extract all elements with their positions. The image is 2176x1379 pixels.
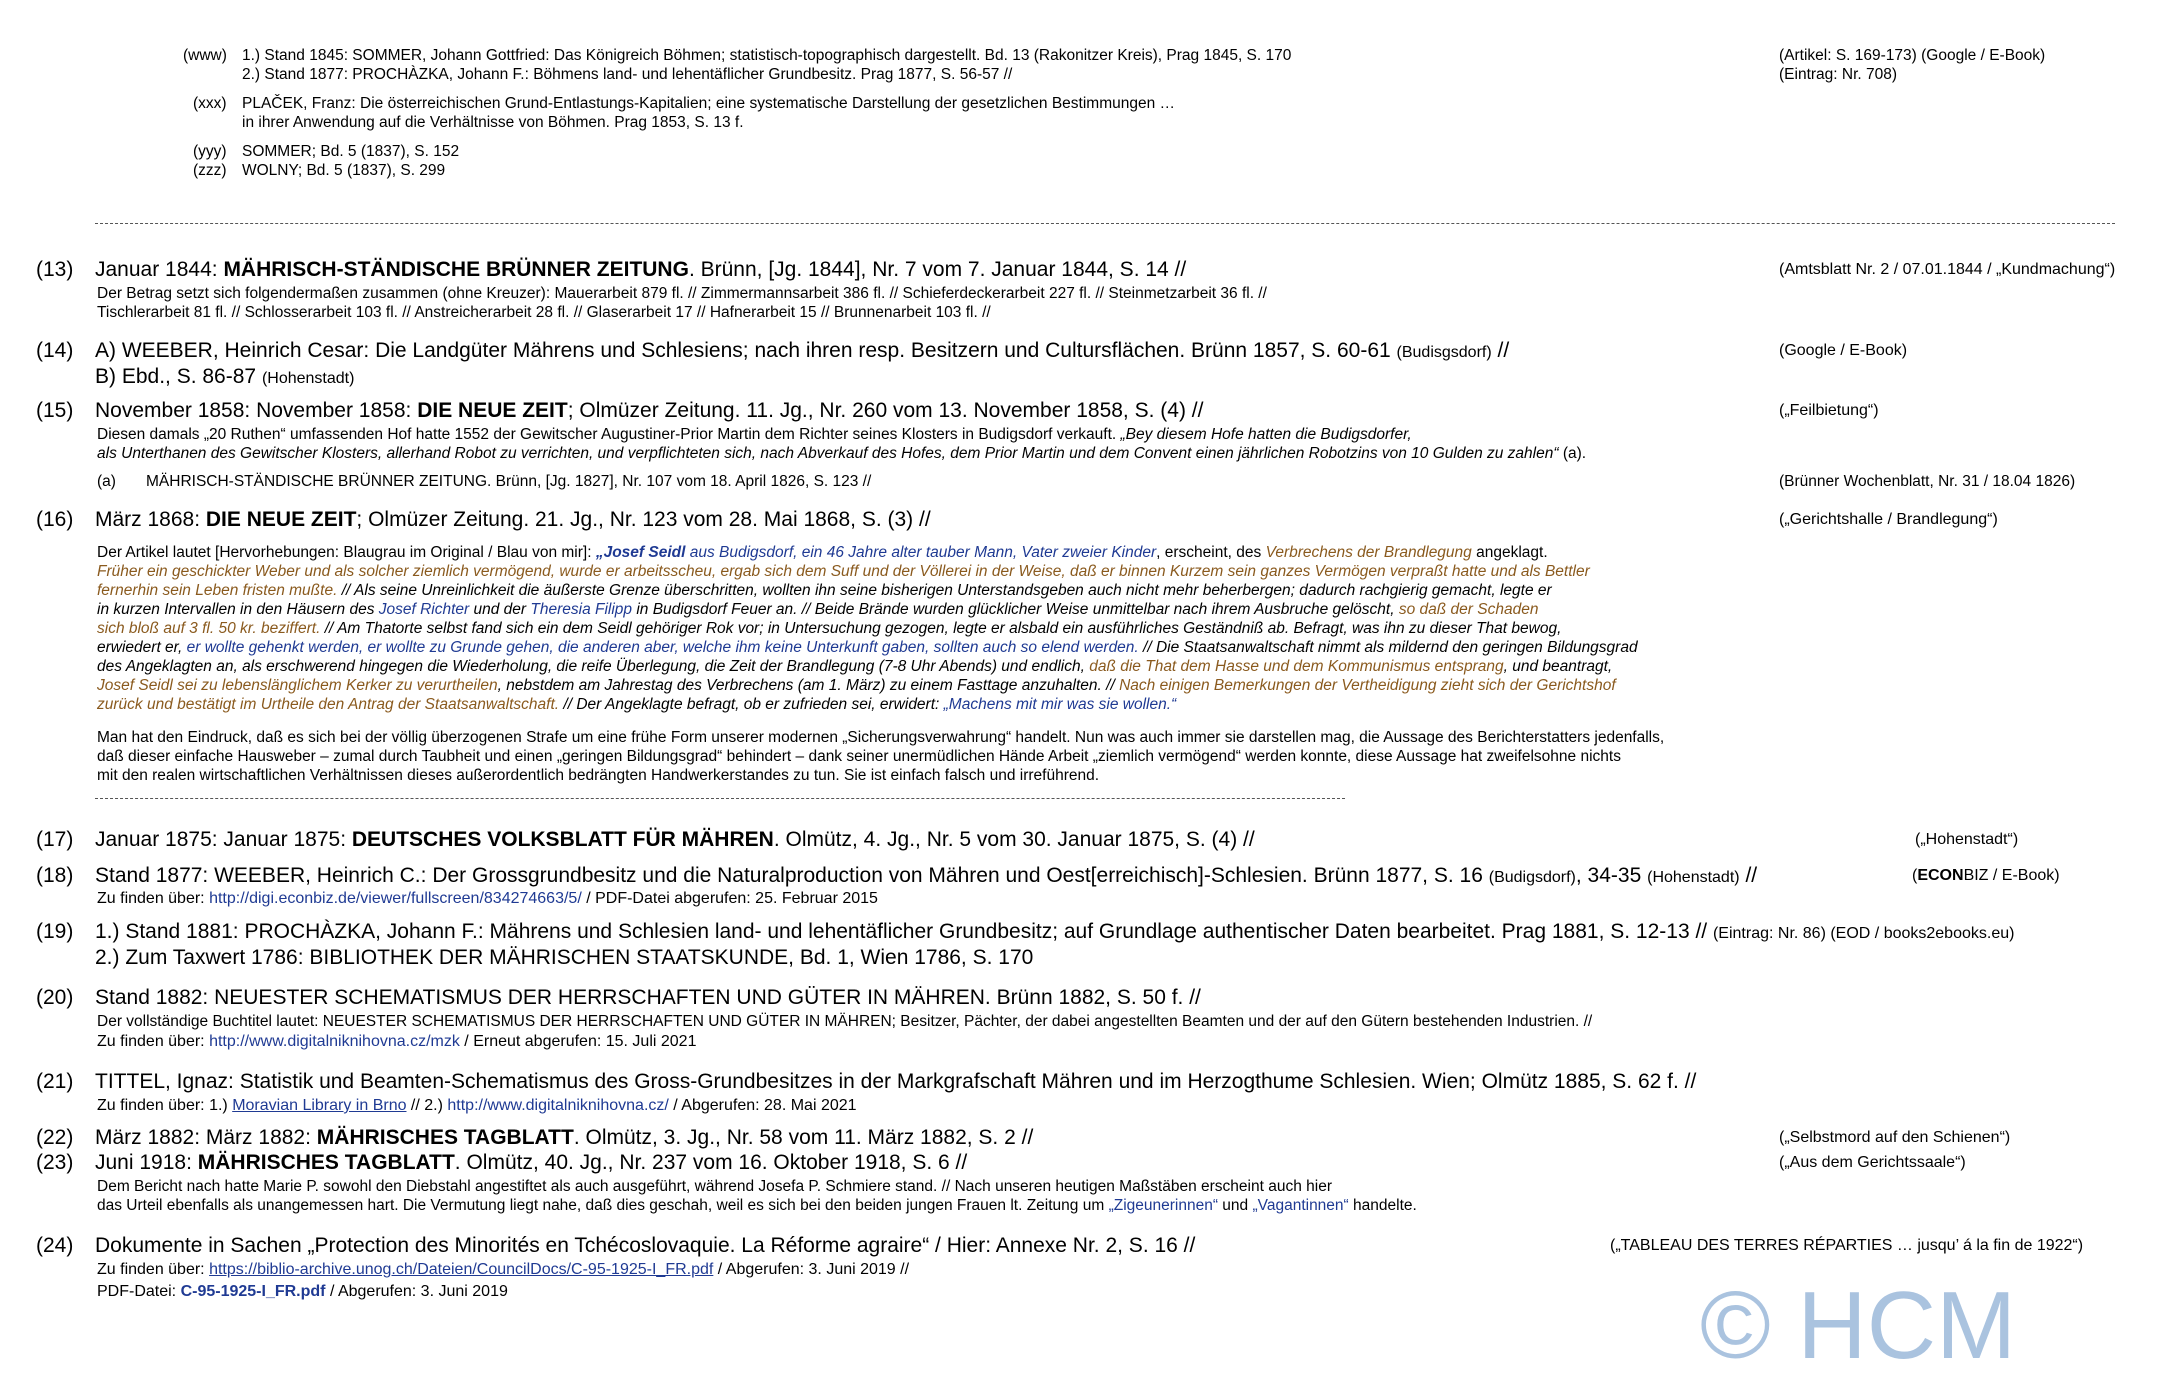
entry-23-right: („Aus dem Gerichtssaale“)	[1779, 1154, 1966, 1171]
note-www-line1: 1.) Stand 1845: SOMMER, Johann Gottfried: Das Königreich Böhmen; statistisch-topographisch dargestellt. Bd. 13 (Rakonitzer Kreis), Prag 1845, S. 170	[242, 47, 1292, 64]
note-zzz-line1: WOLNY; Bd. 5 (1837), S. 299	[242, 162, 446, 179]
note-www-line2: 2.) Stand 1877: PROCHÀZKA, Johann F.: Böhmens land- und lehentäflicher Grundbesitz. Prag 1877, S. 56-57 //	[242, 66, 1013, 83]
entry-21-line1: TITTEL, Ignaz: Statistik und Beamten-Schematismus des Gross-Grundbesitzes in der Markgrafschaft Mähren und im Herzogthume Schlesien. Wien; Olmütz 1885, S. 62 f. //	[95, 1070, 1697, 1093]
entry-20-sub: Der vollständige Buchtitel lautet: NEUESTER SCHEMATISMUS DER HERRSCHAFTEN UND GÜTER IN MÄHREN; Besitzer, Pächter, der dabei angestellten Beamten und der auf den Gütern bestehenden Industrien. //	[97, 1013, 1593, 1030]
note-xxx-line1: PLAČEK, Franz: Die österreichischen Grund-Entlastungs-Kapitalien; eine systematische Darstellung der gesetzlichen Bestimmungen …	[242, 95, 1176, 112]
entry-16-quote-line6: erwiedert er, er wollte gehenkt werden, er wollte zu Grunde gehen, die anderen aber, welche ihm keine Unterkunft gaben, sollten auch so elend werden. // Die Staatsanwaltschaft nimmt als mildernd den geringen Bildungsgrad	[97, 639, 1638, 656]
pdf-file-link[interactable]: C-95-1925-I_FR.pdf	[180, 1283, 326, 1300]
entry-15-footnote: MÄHRISCH-STÄNDISCHE BRÜNNER ZEITUNG. Brünn, [Jg. 1827], Nr. 107 vom 18. April 1826, S. 123 //	[146, 473, 872, 490]
entry-16-number: (16)	[36, 508, 74, 531]
entry-15-right: („Feilbietung“)	[1779, 402, 1879, 419]
entry-24-number: (24)	[36, 1234, 74, 1257]
entry-24-line1: Dokumente in Sachen „Protection des Minorités en Tchécoslovaquie. La Réforme agraire“ / Hier: Annexe Nr. 2, S. 16 //	[95, 1234, 1196, 1257]
note-key-zzz: (zzz)	[193, 162, 227, 179]
entry-16-quote-line3: fernerhin sein Leben fristen mußte. // Als seine Unreinlichkeit die äußerste Grenze überschritten, wollten ihn seine bisherigen Unterstandsgeben auch nicht mehr beherbergen; dadurch rachgierig gemacht, legte er	[97, 582, 1552, 599]
entry-16-comment-line1: Man hat den Eindruck, daß es sich bei der völlig überzogenen Strafe um eine frühe Form unserer modernen „Sicherungsverwahrung“ handelt. Nun was auch immer sie darstellen mag, die Aussage des Berichterstatters jedenfalls,	[97, 729, 1665, 746]
copyright-watermark: © HCM	[1700, 1272, 2017, 1379]
entry-16-quote-line5: sich bloß auf 3 fl. 50 kr. beziffert. // Am Thatorte selbst fand sich ein dem Seidl gehöriger Rok vor; in Untersuchung gezogen, legte er alsbald ein ausführliches Geständniß ab. Befragt, was ihn zu dieser That bewog,	[97, 620, 1562, 637]
entry-23-number: (23)	[36, 1151, 74, 1174]
entry-22-number: (22)	[36, 1126, 74, 1149]
entry-16-quote-line4: in kurzen Intervallen in den Häusern des Josef Richter und der Theresia Filipp in Budigsdorf Feuer an. // Beide Brände wurden glücklicher Weise unmittelbar nach ihrem Ausbruche gelöscht, so daß der Schaden	[97, 601, 1539, 618]
entry-15-footnote-right: (Brünner Wochenblatt, Nr. 31 / 18.04 1826)	[1779, 473, 2076, 490]
entry-16-quote-line1: Der Artikel lautet [Hervorhebungen: Blaugrau im Original / Blau von mir]: „Josef Seidl aus Budigsdorf, ein 46 Jahre alter tauber Mann, Vater zweier Kinder, erscheint, des Verbrechens der Brandlegung angeklagt.	[97, 544, 1548, 561]
entry-23-sub1: Dem Bericht nach hatte Marie P. sowohl den Diebstahl angestiftet als auch ausgeführt, während Josefa P. Schmiere stand. // Nach unseren heutigen Maßstäben erscheint auch hier	[97, 1178, 1332, 1195]
entry-20-number: (20)	[36, 986, 74, 1009]
entry-17-citation: Januar 1875: Januar 1875: DEUTSCHES VOLKSBLATT FÜR MÄHREN. Olmütz, 4. Jg., Nr. 5 vom 30. Januar 1875, S. (4) //	[95, 828, 1255, 851]
entry-18-right: (ECONBIZ / E-Book)	[1912, 867, 2060, 884]
entry-15-number: (15)	[36, 399, 74, 422]
mzk-link[interactable]: http://www.digitalniknihovna.cz/mzk	[209, 1033, 460, 1050]
entry-14-line2: B) Ebd., S. 86-87 (Hohenstadt)	[95, 365, 355, 388]
note-www-right1: (Artikel: S. 169-173) (Google / E-Book)	[1779, 47, 2046, 64]
separator-top	[95, 223, 2115, 224]
entry-23-citation: Juni 1918: MÄHRISCHES TAGBLATT. Olmütz, 40. Jg., Nr. 237 vom 16. Oktober 1918, S. 6 //	[95, 1151, 968, 1174]
note-key-www: (www)	[183, 47, 227, 64]
entry-24-line2: Zu finden über: https://biblio-archive.unog.ch/Dateien/CouncilDocs/C-95-1925-I_FR.pdf / Abgerufen: 3. Juni 2019 //	[97, 1261, 910, 1278]
entry-14-right: (Google / E-Book)	[1779, 342, 1908, 359]
note-xxx-line2: in ihrer Anwendung auf die Verhältnisse von Böhmen. Prag 1853, S. 13 f.	[242, 114, 744, 131]
note-key-yyy: (yyy)	[193, 143, 227, 160]
entry-22-citation: März 1882: März 1882: MÄHRISCHES TAGBLATT. Olmütz, 3. Jg., Nr. 58 vom 11. März 1882, S. 2 //	[95, 1126, 1034, 1149]
entry-18-number: (18)	[36, 864, 74, 887]
entry-19-number: (19)	[36, 920, 74, 943]
entry-24-line3: PDF-Datei: C-95-1925-I_FR.pdf / Abgerufen: 3. Juni 2019	[97, 1283, 508, 1300]
entry-15-sub1: Diesen damals „20 Ruthen“ umfassenden Hof hatte 1552 der Gewitscher Augustiner-Prior Martin dem Richter seines Klosters in Budigsdorf verkauft. „Bey diesem Hofe hatten die Budigsdorfer,	[97, 426, 1412, 443]
entry-16-quote-line8: Josef Seidl sei zu lebenslänglichem Kerker zu verurtheilen, nebstdem am Jahrestag des Verbrechens (am 1. März) zu einem Fasttage anzuhalten. // Nach einigen Bemerkungen der Vertheidigung zieht sich der Gerichtshof	[97, 677, 1616, 694]
entry-16-comment-line3: mit den realen wirtschaftlichen Verhältnissen dieses außerordentlich bedrängten Handwerkerstandes zu tun. Sie ist einfach falsch und irreführend.	[97, 767, 1100, 784]
entry-21-number: (21)	[36, 1070, 74, 1093]
entry-17-number: (17)	[36, 828, 74, 851]
note-yyy-line1: SOMMER; Bd. 5 (1837), S. 152	[242, 143, 460, 160]
entry-22-right: („Selbstmord auf den Schienen“)	[1779, 1129, 2011, 1146]
entry-13-sub1: Der Betrag setzt sich folgendermaßen zusammen (ohne Kreuzer): Mauerarbeit 879 fl. // Zimmermannsarbeit 386 fl. // Schieferdeckerarbeit 227 fl. // Steinmetzarbeit 36 fl. //	[97, 285, 1267, 302]
separator-middle	[95, 798, 1345, 799]
note-www-right2: (Eintrag: Nr. 708)	[1779, 66, 1898, 83]
entry-16-quote-line9: zurück und bestätigt im Urtheile den Antrag der Staatsanwaltschaft. // Der Angeklagte befragt, ob er zufrieden sei, erwidert: „Machens mit mir was sie wollen.“	[97, 696, 1177, 713]
entry-20-line3: Zu finden über: http://www.digitalniknihovna.cz/mzk / Erneut abgerufen: 15. Juli 2021	[97, 1033, 697, 1050]
unog-archive-link[interactable]: https://biblio-archive.unog.ch/Dateien/CouncilDocs/C-95-1925-I_FR.pdf	[209, 1261, 714, 1278]
entry-13-number: (13)	[36, 258, 74, 281]
moravian-library-link[interactable]: Moravian Library in Brno	[232, 1097, 407, 1114]
entry-21-line2: Zu finden über: 1.) Moravian Library in Brno // 2.) http://www.digitalniknihovna.cz/ / Abgerufen: 28. Mai 2021	[97, 1097, 857, 1114]
entry-23-sub2: das Urteil ebenfalls als unangemessen hart. Die Vermutung liegt nahe, daß dies geschah, weil es sich bei den beiden jungen Frauen lt. Zeitung um „Zigeunerinnen“ und „Vagantinnen“ handelte.	[97, 1197, 1417, 1214]
entry-13-right: (Amtsblatt Nr. 2 / 07.01.1844 / „Kundmachung“)	[1779, 261, 2116, 278]
entry-15-sub2: als Unterthanen des Gewitscher Klosters, allerhand Robot zu verrichten, und verpflichteten sich, nach Abverkauf des Hofes, dem Prior Martin und dem Convent einen jährlichen Robotzins von 10 Gulden zu zahlen“ (a).	[97, 445, 1587, 462]
entry-16-quote-line2: Früher ein geschickter Weber und als solcher ziemlich vermögend, wurde er arbeitsscheu, ergab sich dem Suff und der Völlerei in der Weise, daß er binnen Kurzem sein ganzes Vermögen verpraßt hatte und als Bettler	[97, 563, 1590, 580]
note-key-xxx: (xxx)	[193, 95, 227, 112]
entry-19-line2: 2.) Zum Taxwert 1786: BIBLIOTHEK DER MÄHRISCHEN STAATSKUNDE, Bd. 1, Wien 1786, S. 170	[95, 946, 1034, 969]
entry-24-right: („TABLEAU DES TERRES RÉPARTIES … jusqu’ á la fin de 1922“)	[1610, 1237, 2084, 1254]
entry-17-right: („Hohenstadt“)	[1915, 831, 2019, 848]
entry-16-comment-line2: daß dieser einfache Hausweber – zumal durch Taubheit und einen „geringen Bildungsgrad“ behindert – dank seiner unermüdlichen Hände Arbeit „ziemlich vermögend“ werden konnte, diese Aussage hat zweifelsohne nichts	[97, 748, 1621, 765]
econbiz-link[interactable]: http://digi.econbiz.de/viewer/fullscreen/834274663/5/	[209, 890, 582, 907]
entry-13-citation: Januar 1844: MÄHRISCH-STÄNDISCHE BRÜNNER ZEITUNG. Brünn, [Jg. 1844], Nr. 7 vom 7. Januar 1844, S. 14 //	[95, 258, 1187, 281]
entry-16-citation: März 1868: DIE NEUE ZEIT; Olmüzer Zeitung. 21. Jg., Nr. 123 vom 28. Mai 1868, S. (3) //	[95, 508, 931, 531]
entry-20-line1: Stand 1882: NEUESTER SCHEMATISMUS DER HERRSCHAFTEN UND GÜTER IN MÄHREN. Brünn 1882, S. 50 f. //	[95, 986, 1201, 1009]
entry-13-sub2: Tischlerarbeit 81 fl. // Schlosserarbeit 103 fl. // Anstreicherarbeit 28 fl. // Glaserarbeit 17 // Hafnerarbeit 15 // Brunnenarbeit 103 fl. //	[97, 304, 991, 321]
entry-15-footnote-key: (a)	[97, 473, 116, 490]
entry-15-citation: November 1858: November 1858: DIE NEUE ZEIT; Olmüzer Zeitung. 11. Jg., Nr. 260 vom 13. November 1858, S. (4) //	[95, 399, 1204, 422]
entry-19-line1: 1.) Stand 1881: PROCHÀZKA, Johann F.: Mährens und Schlesien land- und lehentäflicher Grundbesitz; auf Grundlage authentischer Daten bearbeitet. Prag 1881, S. 12-13 // (Eintrag: Nr. 86) (EOD / books2ebooks.eu)	[95, 920, 2015, 943]
entry-14-line1: A) WEEBER, Heinrich Cesar: Die Landgüter Mährens und Schlesiens; nach ihren resp. Besitzern und Cultursflächen. Brünn 1857, S. 60-61 (Budisgsdorf) //	[95, 339, 1510, 362]
entry-18-line2: Zu finden über: http://digi.econbiz.de/viewer/fullscreen/834274663/5/ / PDF-Datei abgerufen: 25. Februar 2015	[97, 890, 878, 907]
entry-16-quote-line7: des Angeklagten an, als erschwerend hingegen die Wiederholung, die reife Überlegung, die Zeit der Brandlegung (7-8 Uhr Abends) und endlich, daß die That dem Hasse und dem Kommunismus entsprang, und beantragt,	[97, 658, 1613, 675]
entry-16-right: („Gerichtshalle / Brandlegung“)	[1779, 511, 1998, 528]
entry-18-line1: Stand 1877: WEEBER, Heinrich C.: Der Grossgrundbesitz und die Naturalproduction von Mähren und Oest[erreichisch]-Schlesien. Brünn 1877, S. 16 (Budigsdorf), 34-35 (Hohenstadt) //	[95, 864, 1758, 887]
digitalniknihovna-link[interactable]: http://www.digitalniknihovna.cz/	[447, 1097, 669, 1114]
entry-14-number: (14)	[36, 339, 74, 362]
